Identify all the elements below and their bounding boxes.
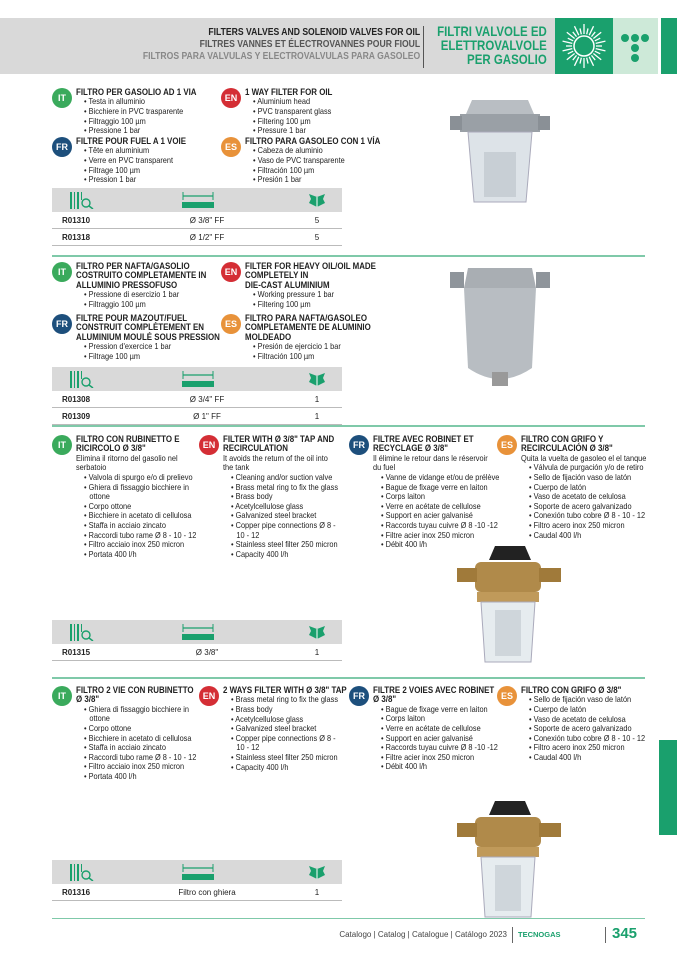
category-icon bbox=[613, 18, 658, 74]
table-row bbox=[52, 229, 342, 246]
feature-item: • Staffa in acciaio zincato bbox=[84, 743, 196, 753]
product-description-es bbox=[500, 434, 660, 540]
lang-badge-es: ES bbox=[221, 137, 241, 157]
product-description-es bbox=[500, 685, 658, 763]
feature-list bbox=[223, 695, 360, 772]
feature-item: 10 - 12 bbox=[236, 530, 260, 540]
lang-badge-en: EN bbox=[221, 262, 241, 282]
feature-item: • Vanne de vidange et/ou de prélève bbox=[381, 473, 499, 483]
lang-badge-fr: FR bbox=[52, 314, 72, 334]
dimension-icon bbox=[182, 192, 214, 208]
product-title: FILTRE POUR FUEL A 1 VOIE bbox=[76, 136, 186, 146]
feature-item: • Galvanized steel bracket bbox=[231, 511, 338, 521]
catalog-label: Catalogo | Catalog | Catalogue | Catálogo 2023 bbox=[339, 930, 507, 939]
feature-item: • Acetylcellulose glass bbox=[231, 502, 338, 512]
feature-item: • Válvula de purgación y/o de retiro bbox=[529, 463, 647, 473]
lang-badge-es: ES bbox=[497, 435, 517, 455]
feature-item: • Ghiera di fissaggio bicchiere in bbox=[84, 705, 196, 715]
feature-item: • Vaso de PVC transparente bbox=[253, 156, 381, 166]
product-code: R01309 bbox=[62, 412, 91, 421]
feature-item: • Working pressure 1 bar bbox=[253, 290, 377, 300]
title-line: PER GASOLIO bbox=[467, 51, 547, 67]
product-title: FILTRO 2 VIE CON RUBINETTO bbox=[76, 685, 194, 695]
product-title: FILTRO PARA NAFTA/GASOLEO bbox=[245, 313, 367, 323]
dimension-icon bbox=[182, 371, 214, 387]
header-line-es: FILTROS PARA VALVULAS Y ELECTROVALVULAS PARA GASOLEO bbox=[142, 50, 420, 62]
table-row bbox=[52, 391, 342, 408]
feature-list bbox=[373, 705, 511, 772]
feature-item: • Filtro acero inox 250 micron bbox=[529, 521, 647, 531]
product-summary: It avoids the return of the oil into bbox=[223, 453, 328, 463]
product-title: FILTRE 2 VOIES AVEC ROBINET bbox=[373, 685, 495, 695]
feature-item: • Aluminium head bbox=[253, 97, 333, 107]
product-code: R01318 bbox=[62, 233, 91, 242]
pack-quantity: 1 bbox=[314, 412, 320, 421]
pack-quantity: 1 bbox=[314, 648, 320, 657]
package-icon bbox=[307, 371, 327, 387]
barcode-search-icon bbox=[70, 624, 96, 641]
feature-item: • Staffa in acciaio zincato bbox=[84, 521, 196, 531]
feature-list bbox=[76, 97, 210, 135]
lang-badge-fr: FR bbox=[52, 137, 72, 157]
lang-badge-it: IT bbox=[52, 88, 72, 108]
product-title: RECYCLAGE Ø 3/8" bbox=[373, 443, 449, 454]
product-table bbox=[52, 860, 342, 901]
feature-item: • PVC transparent glass bbox=[253, 107, 333, 117]
feature-item: • Caudal 400 l/h bbox=[529, 531, 647, 541]
product-table bbox=[52, 620, 342, 661]
header-line-en: FILTERS VALVES AND SOLENOID VALVES FOR OIL bbox=[208, 26, 420, 38]
product-title: RECIRCULATION bbox=[223, 443, 288, 454]
section-divider bbox=[52, 425, 645, 427]
feature-item: • Cleaning and/or suction valve bbox=[231, 473, 338, 483]
feature-item: ottone bbox=[89, 714, 110, 724]
feature-item: • Filtering 100 µm bbox=[253, 117, 333, 127]
connection-size: Ø 1/2" FF bbox=[189, 233, 225, 242]
package-icon bbox=[307, 192, 327, 208]
feature-item: • Brass body bbox=[231, 492, 338, 502]
feature-item: • Capacity 400 l/h bbox=[231, 763, 348, 773]
feature-item: • Conexión tubo cobre Ø 8 - 10 - 12 bbox=[529, 734, 645, 744]
feature-item: • Brass metal ring to fix the glass bbox=[231, 695, 348, 705]
feature-item: • Stainless steel filter 250 micron bbox=[231, 753, 348, 763]
table-row bbox=[52, 212, 342, 229]
feature-item: • Filtración 100 µm bbox=[253, 166, 381, 176]
feature-item: • Débit 400 l/h bbox=[381, 540, 499, 550]
page-title bbox=[437, 24, 547, 66]
feature-item: 10 - 12 bbox=[236, 743, 260, 753]
product-title: FILTRE AVEC ROBINET ET bbox=[373, 434, 474, 444]
feature-item: • Raccordi tubo rame Ø 8 - 10 - 12 bbox=[84, 753, 196, 763]
feature-item: • Corpo ottone bbox=[84, 502, 196, 512]
header-band bbox=[0, 18, 555, 74]
title-line: FILTRI VALVOLE ED bbox=[437, 23, 547, 39]
feature-item: • Filtre acier inox 250 micron bbox=[381, 753, 498, 763]
feature-list bbox=[521, 695, 658, 762]
connection-size: Ø 1" FF bbox=[193, 412, 221, 421]
feature-item: • Galvanized steel bracket bbox=[231, 724, 348, 734]
product-title: ALLUMINIO PRESSOFUSO bbox=[76, 279, 178, 290]
product-image bbox=[450, 92, 550, 227]
feature-item: • Bicchiere in acetato di cellulosa bbox=[84, 734, 196, 744]
section-divider bbox=[52, 677, 645, 679]
feature-item: • Filtraggio 100 µm bbox=[84, 117, 197, 127]
feature-item: • Support en acier galvanisé bbox=[381, 511, 499, 521]
feature-item: • Cabeza de aluminio bbox=[253, 146, 381, 156]
feature-item: • Corps laiton bbox=[381, 714, 498, 724]
feature-item: • Verre en acétate de cellulose bbox=[381, 502, 499, 512]
feature-list bbox=[223, 473, 350, 559]
product-title: 1 WAY FILTER FOR OIL bbox=[245, 87, 333, 97]
feature-item: • Raccords tuyau cuivre Ø 8 -10 -12 bbox=[381, 743, 498, 753]
product-title: DIE-CAST ALUMINIUM bbox=[245, 279, 330, 290]
feature-item: • Filtrage 100 µm bbox=[84, 352, 221, 362]
table-header bbox=[52, 188, 342, 212]
connection-size: Filtro con ghiera bbox=[178, 888, 236, 897]
product-title: ALUMINIUM MOULÉ SOUS PRESSION bbox=[76, 331, 220, 342]
feature-item: • Caudal 400 l/h bbox=[529, 753, 645, 763]
lang-badge-en: EN bbox=[221, 88, 241, 108]
feature-item: • Brass body bbox=[231, 705, 348, 715]
lang-badge-fr: FR bbox=[349, 686, 369, 706]
product-summary: the tank bbox=[223, 463, 250, 473]
feature-item: • Stainless steel filter 250 micron bbox=[231, 540, 338, 550]
feature-item: • Débit 400 l/h bbox=[381, 762, 498, 772]
feature-item: • Pressure 1 bar bbox=[253, 126, 333, 136]
feature-item: • Brass metal ring to fix the glass bbox=[231, 483, 338, 493]
product-description-es bbox=[224, 136, 395, 185]
feature-list bbox=[245, 342, 385, 361]
table-row bbox=[52, 408, 342, 425]
connection-size: Ø 3/8" bbox=[195, 648, 219, 657]
feature-item: • Valvola di spurgo e/o di prelievo bbox=[84, 473, 196, 483]
feature-item: • Cuerpo de latón bbox=[529, 483, 647, 493]
barcode-search-icon bbox=[70, 192, 96, 209]
feature-item: • Filtre acier inox 250 micron bbox=[381, 531, 499, 541]
product-title: FILTER FOR HEAVY OIL/OIL MADE bbox=[245, 261, 376, 271]
table-row bbox=[52, 884, 342, 901]
feature-list bbox=[245, 290, 390, 309]
feature-item: • Sello de fijación vaso de latón bbox=[529, 473, 647, 483]
connection-size: Ø 3/8" FF bbox=[189, 216, 225, 225]
feature-list bbox=[521, 463, 660, 540]
feature-item: • Tête en aluminium bbox=[84, 146, 187, 156]
pack-quantity: 5 bbox=[314, 233, 320, 242]
divider bbox=[512, 927, 513, 943]
feature-list bbox=[76, 342, 236, 361]
feature-item: • Vaso de acetato de celulosa bbox=[529, 492, 647, 502]
feature-item: • Support en acier galvanisé bbox=[381, 734, 498, 744]
product-description-fr bbox=[353, 434, 513, 550]
feature-list bbox=[76, 146, 198, 184]
feature-item: ottone bbox=[89, 492, 110, 502]
product-description-it bbox=[58, 87, 210, 136]
product-title: FILTRO CON GRIFO Y bbox=[521, 434, 604, 444]
edge-strip bbox=[661, 18, 677, 74]
product-title: CONSTRUIT COMPLÈTEMENT EN bbox=[76, 322, 204, 333]
feature-item: • Filtro acciaio inox 250 micron bbox=[84, 540, 196, 550]
product-code: R01308 bbox=[62, 395, 91, 404]
feature-item: • Capacity 400 l/h bbox=[231, 550, 338, 560]
feature-item: • Verre en acétate de cellulose bbox=[381, 724, 498, 734]
footer-line bbox=[52, 918, 645, 919]
product-title: COSTRUITO COMPLETAMENTE IN bbox=[76, 270, 207, 281]
table-row bbox=[52, 644, 342, 661]
lang-badge-it: IT bbox=[52, 435, 72, 455]
section-divider bbox=[52, 255, 645, 257]
product-title: Ø 3/8" bbox=[76, 694, 100, 705]
product-title: FILTER WITH Ø 3/8" TAP AND bbox=[223, 434, 335, 444]
product-description-en bbox=[224, 87, 342, 136]
product-title: RICIRCOLO Ø 3/8" bbox=[76, 443, 146, 454]
lang-badge-it: IT bbox=[52, 686, 72, 706]
feature-item: • Corps laiton bbox=[381, 492, 499, 502]
lang-badge-en: EN bbox=[199, 435, 219, 455]
header-line-fr: FILTRES VANNES ET ÉLECTROVANNES POUR FIOUL bbox=[199, 38, 420, 50]
barcode-search-icon bbox=[70, 371, 96, 388]
package-icon bbox=[307, 624, 327, 640]
package-icon bbox=[307, 864, 327, 880]
product-description-fr bbox=[353, 685, 511, 772]
product-image bbox=[455, 795, 565, 930]
table-header bbox=[52, 860, 342, 884]
product-summary: Quita la vuelta de gasoleo el el tanque bbox=[521, 453, 647, 463]
table-header bbox=[52, 620, 342, 644]
product-title: FILTRO PER NAFTA/GASOLIO bbox=[76, 261, 190, 271]
page-number: 345 bbox=[612, 925, 638, 942]
product-description-it bbox=[58, 261, 221, 309]
feature-item: • Soporte de acero galvanizado bbox=[529, 502, 647, 512]
section-tab bbox=[659, 740, 677, 835]
feature-item: • Acetylcellulose glass bbox=[231, 715, 348, 725]
feature-item: • Filtro acero inox 250 micron bbox=[529, 743, 645, 753]
product-code: R01316 bbox=[62, 888, 91, 897]
product-image bbox=[450, 262, 550, 407]
feature-list bbox=[76, 473, 209, 559]
feature-item: • Filtraggio 100 µm bbox=[84, 300, 207, 310]
product-title: MOLDEADO bbox=[245, 331, 292, 342]
product-title: RECIRCULACIÓN Ø 3/8" bbox=[521, 443, 613, 454]
feature-item: • Pressione di esercizio 1 bar bbox=[84, 290, 207, 300]
feature-item: • Filtración 100 µm bbox=[253, 352, 372, 362]
product-description-en bbox=[202, 685, 360, 772]
product-summary: Elimina il ritorno del gasolio nel bbox=[76, 453, 178, 463]
feature-item: • Ghiera di fissaggio bicchiere in bbox=[84, 483, 196, 493]
product-code: R01315 bbox=[62, 648, 91, 657]
product-summary: du fuel bbox=[373, 463, 396, 473]
feature-item: • Vaso de acetato de celulosa bbox=[529, 715, 645, 725]
feature-item: • Verre en PVC transparent bbox=[84, 156, 187, 166]
feature-item: • Presión de ejercicio 1 bar bbox=[253, 342, 372, 352]
pack-quantity: 1 bbox=[314, 395, 320, 404]
feature-item: • Portata 400 l/h bbox=[84, 550, 196, 560]
lang-badge-en: EN bbox=[199, 686, 219, 706]
pack-quantity: 5 bbox=[314, 216, 320, 225]
product-description-en bbox=[202, 434, 350, 559]
product-title: 2 WAYS FILTER WITH Ø 3/8" TAP bbox=[223, 685, 347, 695]
product-title: COMPLETAMENTE DE ALUMINIO bbox=[245, 322, 371, 333]
feature-item: • Filtro acciaio inox 250 micron bbox=[84, 762, 196, 772]
feature-item: • Bague de fixage verre en laiton bbox=[381, 483, 499, 493]
feature-item: • Cuerpo de latón bbox=[529, 705, 645, 715]
product-description-es bbox=[224, 313, 385, 361]
feature-item: • Conexión tubo cobre Ø 8 - 10 - 12 bbox=[529, 511, 647, 521]
divider bbox=[605, 927, 606, 943]
feature-item: • Presión 1 bar bbox=[253, 175, 381, 185]
dimension-icon bbox=[182, 624, 214, 640]
product-title: COMPLETELY IN bbox=[245, 270, 309, 281]
feature-item: • Testa in alluminio bbox=[84, 97, 197, 107]
feature-list bbox=[76, 705, 209, 782]
feature-item: • Filtrage 100 µm bbox=[84, 166, 187, 176]
lang-badge-es: ES bbox=[221, 314, 241, 334]
product-description-it bbox=[58, 434, 209, 559]
feature-item: • Portata 400 l/h bbox=[84, 772, 196, 782]
feature-item: • Raccordi tubo rame Ø 8 - 10 - 12 bbox=[84, 531, 196, 541]
product-description-fr bbox=[56, 136, 198, 185]
product-description-en bbox=[224, 261, 390, 309]
feature-item: • Pressione 1 bar bbox=[84, 126, 197, 136]
product-title: FILTRE POUR MAZOUT/FUEL bbox=[76, 313, 188, 323]
feature-item: • Bague de fixage verre en laiton bbox=[381, 705, 498, 715]
feature-item: • Pression d'exercice 1 bar bbox=[84, 342, 221, 352]
feature-list bbox=[373, 473, 513, 550]
feature-list bbox=[245, 146, 395, 184]
feature-item: • Copper pipe connections Ø 8 - bbox=[231, 734, 348, 744]
feature-item: • Soporte de acero galvanizado bbox=[529, 724, 645, 734]
product-description-it bbox=[58, 685, 209, 782]
product-title: Ø 3/8" bbox=[373, 694, 397, 705]
lang-badge-fr: FR bbox=[349, 435, 369, 455]
table-header bbox=[52, 367, 342, 391]
dimension-icon bbox=[182, 864, 214, 880]
divider bbox=[423, 26, 424, 68]
feature-list bbox=[76, 290, 221, 309]
feature-item: • Raccords tuyau cuivre Ø 8 -10 -12 bbox=[381, 521, 499, 531]
product-summary: Il élimine le retour dans le réservoir bbox=[373, 453, 488, 463]
feature-item: • Sello de fijación vaso de latón bbox=[529, 695, 645, 705]
connection-size: Ø 3/4" FF bbox=[189, 395, 225, 404]
product-table bbox=[52, 188, 342, 246]
lang-badge-es: ES bbox=[497, 686, 517, 706]
header-subtitles bbox=[143, 26, 420, 62]
feature-item: • Pression 1 bar bbox=[84, 175, 187, 185]
product-title: FILTRO CON RUBINETTO E bbox=[76, 434, 180, 444]
product-title: FILTRO PER GASOLIO AD 1 VIA bbox=[76, 87, 197, 97]
product-code: R01310 bbox=[62, 216, 91, 225]
title-line: ELETTROVALVOLE bbox=[440, 37, 547, 53]
lang-badge-it: IT bbox=[52, 262, 72, 282]
feature-item: • Corpo ottone bbox=[84, 724, 196, 734]
feature-item: • Copper pipe connections Ø 8 - bbox=[231, 521, 338, 531]
product-table bbox=[52, 367, 342, 425]
pack-quantity: 1 bbox=[314, 888, 320, 897]
feature-item: • Bicchiere in PVC trasparente bbox=[84, 107, 197, 117]
feature-item: • Filtering 100 µm bbox=[253, 300, 377, 310]
feature-item: • Bicchiere in acetato di cellulosa bbox=[84, 511, 196, 521]
product-title: FILTRO CON GRIFO Ø 3/8" bbox=[521, 685, 622, 695]
barcode-search-icon bbox=[70, 864, 96, 881]
product-description-fr bbox=[56, 313, 236, 361]
brand-logo: TECNOGAS bbox=[518, 930, 561, 939]
product-image bbox=[455, 540, 565, 675]
flame-icon bbox=[555, 18, 613, 74]
product-summary: serbatoio bbox=[76, 463, 107, 473]
feature-list bbox=[245, 97, 342, 135]
product-title: FILTRO PARA GASOLEO CON 1 VÍA bbox=[245, 136, 381, 146]
